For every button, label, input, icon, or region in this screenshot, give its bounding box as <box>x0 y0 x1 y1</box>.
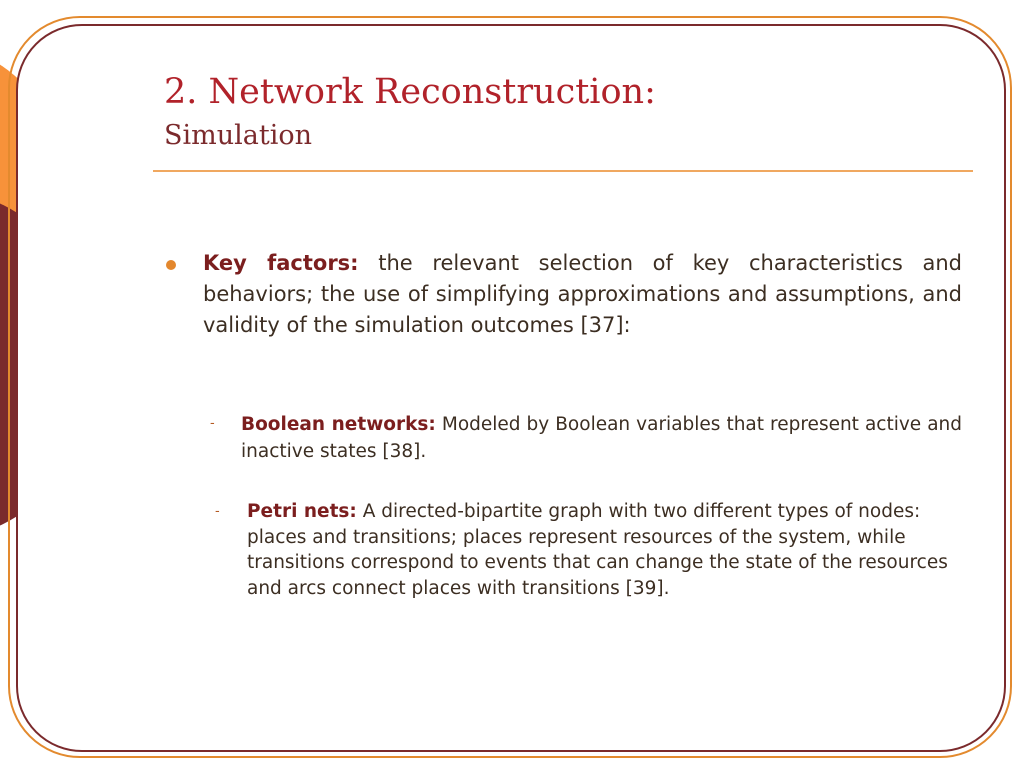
bullet-lead: Key factors: <box>203 251 359 275</box>
dash-marker-icon: - <box>215 504 220 519</box>
title-divider <box>153 170 973 172</box>
bullet-key-factors <box>203 248 962 341</box>
sub-bullet-lead: Petri nets: <box>247 501 357 522</box>
sub-bullet-text: Modeled by Boolean variables that represent active and inactive states [38]. <box>241 414 962 462</box>
bullet-dot-icon <box>166 260 176 270</box>
sub-bullet-text: A directed-bipartite graph with two different types of nodes: places and transitions; places represent resources of the system, while transitions correspond to events that can change the state of the resources and arcs connect places with transitions [39]. <box>247 501 948 599</box>
sub-bullet-boolean-networks <box>241 411 962 465</box>
dash-marker-icon: - <box>210 416 215 431</box>
sub-bullet-lead: Boolean networks: <box>241 414 436 435</box>
slide-subtitle: Simulation <box>164 120 312 151</box>
sub-bullet-petri-nets <box>247 499 962 601</box>
bullet-text: the relevant selection of key characteristics and behaviors; the use of simplifying approximations and assumptions, and validity of the simulation outcomes [37]: <box>203 251 962 337</box>
slide-title: 2. Network Reconstruction: <box>164 72 656 112</box>
